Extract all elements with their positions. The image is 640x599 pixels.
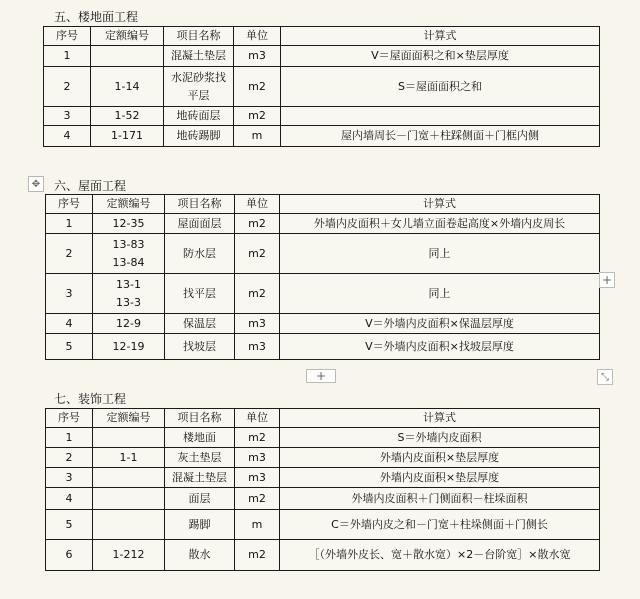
row-number-cell: 1 (46, 214, 93, 234)
quota-code-cell (91, 107, 164, 126)
cell-line: 平层 (187, 88, 210, 102)
formula-cell: 外墙内皮面积×垫层厚度 (280, 448, 600, 468)
table-section-5 (43, 26, 600, 147)
table-resize-handle[interactable] (597, 369, 613, 385)
cell-line: 屋面面层 (177, 216, 222, 230)
formula-cell: V＝外墙内皮面积×找坡层厚度 (280, 334, 600, 360)
column-header: 项目名称 (165, 409, 235, 428)
cell-line: 13-1 (116, 277, 141, 291)
unit-cell: m2 (234, 107, 281, 126)
row-number-cell: 1 (44, 46, 91, 67)
formula-cell: V＝外墙内皮面积×保温层厚度 (280, 314, 600, 334)
quota-code-cell (93, 428, 165, 448)
row-number-cell: 3 (46, 468, 93, 488)
cell-line: 地砖面层 (176, 109, 221, 122)
section-5-title: 五、楼地面工程 (54, 10, 139, 24)
table-move-handle[interactable] (28, 176, 44, 192)
item-name-cell (165, 540, 235, 571)
cell-line: 灰土垫层 (177, 450, 222, 464)
cell-line: 混凝土垫层 (172, 470, 227, 484)
unit-cell: m3 (235, 448, 280, 468)
column-header: 单位 (235, 195, 280, 214)
column-header: 定额编号 (93, 195, 165, 214)
column-header: 定额编号 (93, 409, 165, 428)
row-number-cell: 5 (46, 510, 93, 540)
formula-cell: ［（外墙外皮长、宽＋散水宽）×2－台阶宽］×散水宽 (280, 540, 600, 571)
unit-cell: m2 (235, 274, 280, 314)
table-row (44, 46, 600, 67)
plus-icon: + (601, 273, 613, 287)
formula-cell: 外墙内皮面积＋女儿墙立面卷起高度×外墙内皮周长 (280, 214, 600, 234)
plus-icon: + (315, 369, 327, 383)
quota-code-cell (93, 468, 165, 488)
unit-cell: m2 (235, 540, 280, 571)
quota-code-cell (93, 214, 165, 234)
formula-cell: 外墙内皮面积×垫层厚度 (280, 468, 600, 488)
cell-line: 1-52 (114, 109, 140, 122)
item-name-cell (164, 126, 234, 147)
table-section-6 (45, 194, 600, 360)
item-name-cell (164, 46, 234, 67)
table-row (46, 488, 600, 510)
unit-cell: m2 (235, 234, 280, 274)
cell-line: 1-14 (114, 79, 140, 93)
cell-line: 12-35 (112, 216, 145, 230)
table-row (46, 314, 600, 334)
cell-line: 13-83 (112, 237, 145, 251)
formula-cell: S＝屋面面积之和 (281, 67, 600, 107)
row-number-cell: 1 (46, 428, 93, 448)
column-header: 项目名称 (164, 27, 234, 46)
unit-cell: m3 (235, 314, 280, 334)
cell-line: 混凝土垫层 (171, 49, 226, 62)
row-number-cell: 6 (46, 540, 93, 571)
row-number-cell: 4 (44, 126, 91, 147)
table-section-7 (45, 408, 600, 571)
item-name-cell (165, 234, 235, 274)
formula-cell: C＝外墙内皮之和－门宽＋柱垛侧面＋门侧长 (280, 510, 600, 540)
cell-line: 防水层 (183, 246, 216, 260)
column-header: 计算式 (280, 409, 600, 428)
quota-code-cell (93, 234, 165, 274)
quota-code-cell (93, 448, 165, 468)
unit-cell: m2 (235, 488, 280, 510)
table-row (46, 274, 600, 314)
column-header: 项目名称 (165, 195, 235, 214)
cell-line: 楼地面 (183, 430, 216, 444)
table-row (46, 510, 600, 540)
table-row (44, 67, 600, 107)
table-row (44, 107, 600, 126)
item-name-cell (165, 510, 235, 540)
table-row (46, 214, 600, 234)
cell-line: 13-84 (112, 255, 145, 269)
item-name-cell (165, 468, 235, 488)
quota-code-cell (93, 540, 165, 571)
row-number-cell: 3 (44, 107, 91, 126)
quota-code-cell (93, 510, 165, 540)
column-header: 单位 (234, 27, 281, 46)
table-row (46, 448, 600, 468)
add-column-button[interactable] (599, 272, 615, 288)
table-row (46, 334, 600, 360)
item-name-cell (165, 428, 235, 448)
formula-cell: 屋内墙周长－门宽＋柱踩侧面＋门框内侧 (281, 126, 600, 147)
cell-line: 1-212 (112, 548, 145, 561)
column-header: 序号 (46, 409, 93, 428)
row-number-cell: 5 (46, 334, 93, 360)
item-name-cell (165, 314, 235, 334)
cell-line: 水泥砂浆找 (171, 70, 226, 84)
quota-code-cell (93, 314, 165, 334)
row-number-cell: 2 (46, 234, 93, 274)
cell-line: 地砖踢脚 (176, 129, 221, 142)
table-row (46, 540, 600, 571)
quota-code-cell (91, 46, 164, 67)
item-name-cell (165, 448, 235, 468)
unit-cell: m2 (235, 214, 280, 234)
table-row (46, 234, 600, 274)
column-header: 计算式 (281, 27, 600, 46)
cell-line: 面层 (188, 491, 211, 505)
formula-cell: 同上 (280, 234, 600, 274)
header-row (46, 195, 600, 214)
table-row (44, 126, 600, 147)
header-row (44, 27, 600, 46)
formula-cell: 同上 (280, 274, 600, 314)
cell-line: 踢脚 (188, 517, 211, 531)
quota-code-cell (93, 274, 165, 314)
section-7-title: 七、装饰工程 (54, 392, 127, 406)
column-header: 单位 (235, 409, 280, 428)
resize-icon: ⤡ (601, 371, 609, 383)
column-header: 定额编号 (91, 27, 164, 46)
row-number-cell: 2 (46, 448, 93, 468)
formula-cell: S＝外墙内皮面积 (280, 428, 600, 448)
row-number-cell: 4 (46, 488, 93, 510)
table-row (46, 468, 600, 488)
item-name-cell (165, 488, 235, 510)
cell-line: 保温层 (183, 316, 216, 330)
item-name-cell (165, 334, 235, 360)
item-name-cell (165, 214, 235, 234)
column-header: 序号 (46, 195, 93, 214)
formula-cell (281, 107, 600, 126)
row-number-cell: 2 (44, 67, 91, 107)
cell-line: 找平层 (183, 286, 216, 300)
unit-cell: m3 (234, 46, 281, 67)
formula-cell: V＝屋面面积之和×垫层厚度 (281, 46, 600, 67)
unit-cell: m3 (235, 334, 280, 360)
move-icon: ✥ (31, 178, 41, 190)
item-name-cell (165, 274, 235, 314)
cell-line: 12-19 (112, 339, 145, 353)
cell-line: 12-9 (116, 316, 141, 330)
unit-cell: m (235, 510, 280, 540)
cell-line: 1-1 (119, 450, 138, 464)
unit-cell: m (234, 126, 281, 147)
unit-cell: m2 (234, 67, 281, 107)
quota-code-cell (93, 334, 165, 360)
cell-line: 散水 (188, 548, 211, 561)
formula-cell: 外墙内皮面积＋门侧面积－柱垛面积 (280, 488, 600, 510)
cell-line: 找坡层 (183, 339, 216, 353)
quota-code-cell (91, 126, 164, 147)
cell-line: 13-3 (116, 295, 141, 309)
item-name-cell (164, 67, 234, 107)
unit-cell: m2 (235, 428, 280, 448)
add-row-button[interactable] (306, 369, 336, 383)
section-6-title: 六、屋面工程 (54, 179, 127, 193)
column-header: 序号 (44, 27, 91, 46)
table-row (46, 428, 600, 448)
unit-cell: m3 (235, 468, 280, 488)
cell-line: 1-171 (111, 129, 143, 142)
quota-code-cell (91, 67, 164, 107)
row-number-cell: 3 (46, 274, 93, 314)
row-number-cell: 4 (46, 314, 93, 334)
header-row (46, 409, 600, 428)
quota-code-cell (93, 488, 165, 510)
column-header: 计算式 (280, 195, 600, 214)
item-name-cell (164, 107, 234, 126)
